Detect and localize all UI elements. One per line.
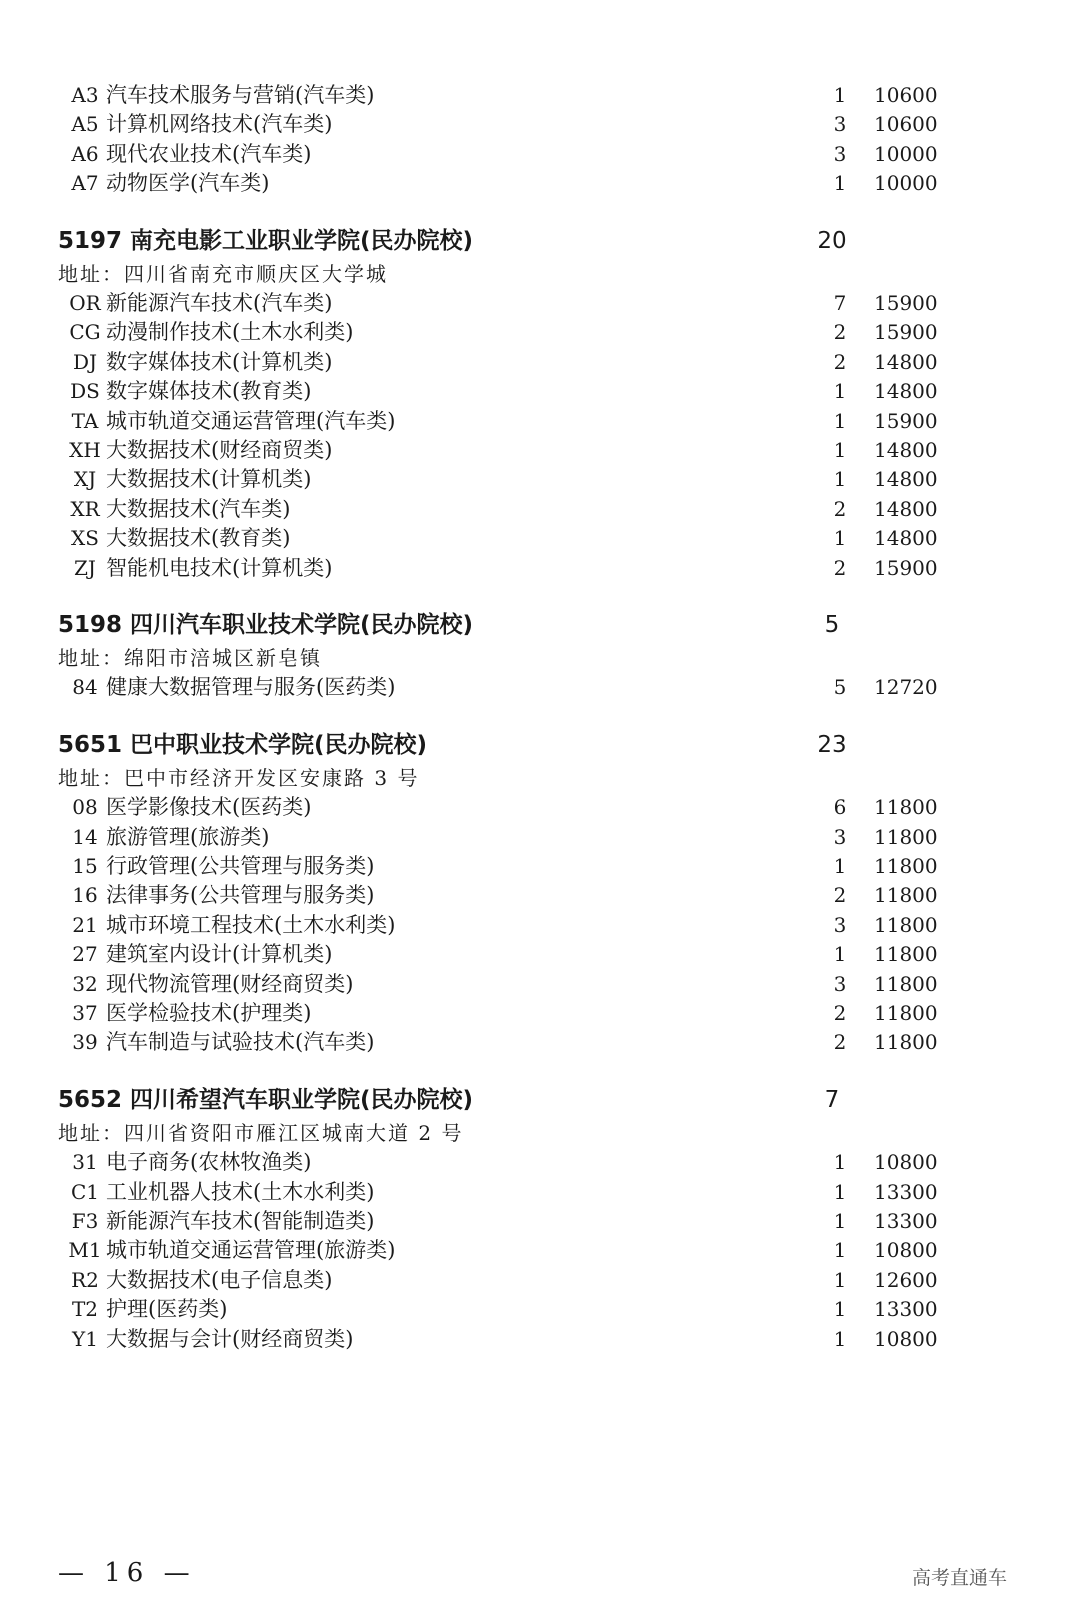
- tuition-fee: 14800: [874, 467, 938, 492]
- major-name: 汽车制造与试验技术(汽车类): [106, 1030, 375, 1055]
- major-name: 大数据技术(教育类): [106, 526, 291, 551]
- tuition-fee: 11800: [874, 971, 938, 996]
- tuition-fee: 10600: [874, 83, 938, 107]
- tuition-fee: 13300: [874, 1297, 938, 1322]
- school-name: 5651 巴中职业技术学院(民办院校): [58, 731, 428, 758]
- major-code: 37: [72, 1001, 98, 1025]
- plan-count: 1: [833, 171, 847, 196]
- tuition-fee: 14800: [874, 349, 938, 374]
- tuition-fee: 14800: [874, 496, 938, 521]
- major-code: 39: [72, 1030, 98, 1055]
- table-row: [0, 464, 1080, 494]
- tuition-fee: 12720: [874, 675, 938, 700]
- school-total: 5: [824, 612, 840, 638]
- table-row: [0, 851, 1080, 881]
- tuition-fee: 15900: [874, 408, 938, 433]
- tuition-fee: 11800: [874, 942, 938, 967]
- major-code: A6: [71, 141, 99, 166]
- plan-count: 3: [833, 824, 847, 849]
- major-name: 动物医学(汽车类): [106, 171, 270, 196]
- major-name: 旅游管理(旅游类): [106, 824, 270, 849]
- school-name: 5652 四川希望汽车职业学院(民办院校): [58, 1086, 474, 1113]
- plan-count: 5: [833, 675, 847, 700]
- table-row: [0, 969, 1080, 999]
- school-total: 7: [824, 1086, 840, 1113]
- tuition-fee: 15900: [874, 320, 938, 345]
- major-name: 新能源汽车技术(汽车类): [106, 291, 333, 315]
- tuition-fee: 10000: [874, 171, 938, 196]
- major-name: 数字媒体技术(计算机类): [106, 349, 333, 374]
- tuition-fee: 12600: [874, 1267, 938, 1292]
- major-name: 汽车技术服务与营销(汽车类): [106, 83, 375, 107]
- major-code: R2: [71, 1267, 99, 1292]
- plan-count: 2: [833, 555, 847, 580]
- table-row: [0, 494, 1080, 524]
- table-row: [0, 553, 1080, 583]
- plan-count: 1: [833, 854, 847, 878]
- table-row: [0, 317, 1080, 347]
- school-address: 地址：四川省资阳市雁江区城南大道 2 号: [58, 1120, 464, 1145]
- page-number: — 16 —: [58, 1558, 196, 1588]
- school-name: 5198 四川汽车职业技术学院(民办院校): [58, 612, 474, 638]
- plan-count: 1: [833, 83, 847, 107]
- major-name: 数字媒体技术(教育类): [106, 379, 312, 404]
- major-code: 08: [72, 795, 98, 820]
- plan-count: 1: [833, 1326, 847, 1351]
- school-header: [0, 226, 1080, 256]
- table-row: [0, 523, 1080, 553]
- major-code: XS: [71, 526, 99, 551]
- table-row: [0, 1177, 1080, 1207]
- major-name: 建筑室内设计(计算机类): [106, 942, 333, 967]
- major-name: 大数据技术(电子信息类): [106, 1267, 333, 1292]
- plan-count: 3: [833, 971, 847, 996]
- major-name: 智能机电技术(计算机类): [106, 555, 333, 580]
- plan-count: 1: [833, 408, 847, 433]
- major-code: 16: [72, 883, 98, 908]
- table-row: [0, 822, 1080, 852]
- major-name: 现代物流管理(财经商贸类): [106, 971, 354, 996]
- major-name: 新能源汽车技术(智能制造类): [106, 1209, 375, 1233]
- tuition-fee: 14800: [874, 526, 938, 551]
- plan-count: 3: [833, 141, 847, 166]
- major-code: 27: [72, 942, 98, 967]
- tuition-fee: 15900: [874, 555, 938, 580]
- major-code: DS: [70, 379, 100, 404]
- major-code: Y1: [72, 1326, 98, 1351]
- major-code: DJ: [72, 349, 98, 374]
- major-code: A3: [71, 83, 99, 107]
- table-row: [0, 1324, 1080, 1354]
- major-code: 32: [72, 971, 98, 996]
- major-name: 工业机器人技术(土木水利类): [106, 1179, 375, 1204]
- table-row: [0, 109, 1080, 139]
- major-code: OR: [69, 291, 101, 315]
- plan-count: 1: [833, 1179, 847, 1204]
- table-row: [0, 910, 1080, 940]
- plan-count: 1: [833, 526, 847, 551]
- table-row: [0, 406, 1080, 436]
- major-name: 城市环境工程技术(土木水利类): [106, 912, 396, 937]
- plan-count: 1: [833, 1238, 847, 1263]
- plan-count: 1: [833, 1209, 847, 1233]
- school-address-row: [0, 1118, 1080, 1148]
- plan-count: 1: [833, 467, 847, 492]
- tuition-fee: 10600: [874, 112, 938, 137]
- major-name: 电子商务(农林牧渔类): [106, 1150, 312, 1175]
- tuition-fee: 11800: [874, 1030, 938, 1055]
- table-row: [0, 998, 1080, 1028]
- tuition-fee: 11800: [874, 883, 938, 908]
- major-code: 21: [72, 912, 98, 937]
- major-name: 健康大数据管理与服务(医药类): [106, 675, 396, 700]
- tuition-fee: 11800: [874, 795, 938, 820]
- plan-count: 1: [833, 1267, 847, 1292]
- major-name: 大数据与会计(财经商贸类): [106, 1326, 354, 1351]
- plan-count: 1: [833, 942, 847, 967]
- table-row: [0, 880, 1080, 910]
- major-name: 护理(医药类): [106, 1297, 228, 1322]
- tuition-fee: 10800: [874, 1238, 938, 1263]
- school-name: 5197 南充电影工业职业学院(民办院校): [58, 227, 474, 254]
- table-row: [0, 139, 1080, 169]
- table-row: [0, 672, 1080, 702]
- major-code: M1: [68, 1238, 102, 1263]
- table-row: [0, 1147, 1080, 1177]
- major-code: A5: [71, 112, 99, 137]
- school-address-row: [0, 763, 1080, 793]
- plan-count: 1: [833, 1297, 847, 1322]
- major-code: XR: [70, 496, 100, 521]
- table-row: [0, 288, 1080, 318]
- plan-count: 1: [833, 379, 847, 404]
- school-address-row: [0, 643, 1080, 673]
- major-name: 城市轨道交通运营管理(旅游类): [106, 1238, 396, 1263]
- major-name: 大数据技术(汽车类): [106, 496, 291, 521]
- major-name: 医学检验技术(护理类): [106, 1001, 312, 1025]
- major-code: XH: [69, 438, 101, 462]
- table-row: [0, 1294, 1080, 1324]
- major-code: 14: [72, 824, 98, 849]
- tuition-fee: 10000: [874, 141, 938, 166]
- plan-count: 7: [833, 291, 847, 315]
- major-code: F3: [71, 1209, 99, 1233]
- tuition-fee: 11800: [874, 1001, 938, 1025]
- tuition-fee: 15900: [874, 291, 938, 315]
- tuition-fee: 14800: [874, 438, 938, 462]
- major-name: 大数据技术(计算机类): [106, 467, 312, 492]
- table-row: [0, 792, 1080, 822]
- school-total: 23: [817, 731, 847, 758]
- tuition-fee: 14800: [874, 379, 938, 404]
- plan-count: 2: [833, 883, 847, 908]
- school-header: [0, 730, 1080, 760]
- major-name: 现代农业技术(汽车类): [106, 141, 312, 166]
- table-row: [0, 347, 1080, 377]
- table-row: [0, 1206, 1080, 1236]
- major-code: 31: [72, 1150, 98, 1175]
- major-code: CG: [69, 320, 101, 345]
- table-row: [0, 168, 1080, 198]
- major-name: 动漫制作技术(土木水利类): [106, 320, 354, 345]
- plan-count: 2: [833, 349, 847, 374]
- school-address: 地址：四川省南充市顺庆区大学城: [58, 261, 388, 286]
- tuition-fee: 13300: [874, 1179, 938, 1204]
- plan-count: 1: [833, 438, 847, 462]
- major-code: 84: [72, 675, 98, 700]
- major-code: C1: [70, 1179, 100, 1204]
- plan-count: 3: [833, 912, 847, 937]
- plan-count: 2: [833, 320, 847, 345]
- tuition-fee: 10800: [874, 1150, 938, 1175]
- major-code: T2: [71, 1297, 99, 1322]
- major-name: 法律事务(公共管理与服务类): [106, 883, 375, 908]
- plan-count: 1: [833, 1150, 847, 1175]
- table-row: [0, 435, 1080, 465]
- major-name: 大数据技术(财经商贸类): [106, 438, 333, 462]
- major-code: A7: [71, 171, 99, 196]
- tuition-fee: 11800: [874, 854, 938, 878]
- tuition-fee: 11800: [874, 824, 938, 849]
- tuition-fee: 10800: [874, 1326, 938, 1351]
- school-address: 地址：绵阳市涪城区新皂镇: [58, 646, 322, 670]
- plan-count: 2: [833, 496, 847, 521]
- tuition-fee: 13300: [874, 1209, 938, 1233]
- table-row: [0, 1265, 1080, 1295]
- plan-count: 3: [833, 112, 847, 137]
- major-name: 计算机网络技术(汽车类): [106, 112, 333, 137]
- school-total: 20: [817, 227, 847, 254]
- table-row: [0, 80, 1080, 110]
- school-address: 地址：巴中市经济开发区安康路 3 号: [58, 765, 420, 790]
- tuition-fee: 11800: [874, 912, 938, 937]
- major-code: TA: [71, 408, 99, 433]
- major-name: 城市轨道交通运营管理(汽车类): [106, 408, 396, 433]
- table-row: [0, 939, 1080, 969]
- table-row: [0, 1235, 1080, 1265]
- major-name: 行政管理(公共管理与服务类): [106, 854, 375, 878]
- plan-count: 2: [833, 1030, 847, 1055]
- school-header: [0, 610, 1080, 640]
- table-row: [0, 1027, 1080, 1057]
- major-code: 15: [72, 854, 98, 878]
- plan-count: 6: [833, 795, 847, 820]
- table-row: [0, 376, 1080, 406]
- plan-count: 2: [833, 1001, 847, 1025]
- major-code: ZJ: [74, 555, 96, 580]
- major-name: 医学影像技术(医药类): [106, 795, 312, 820]
- school-header: [0, 1085, 1080, 1115]
- school-address-row: [0, 259, 1080, 289]
- major-code: XJ: [73, 467, 97, 492]
- watermark-text: 高考直通车: [912, 1567, 1008, 1589]
